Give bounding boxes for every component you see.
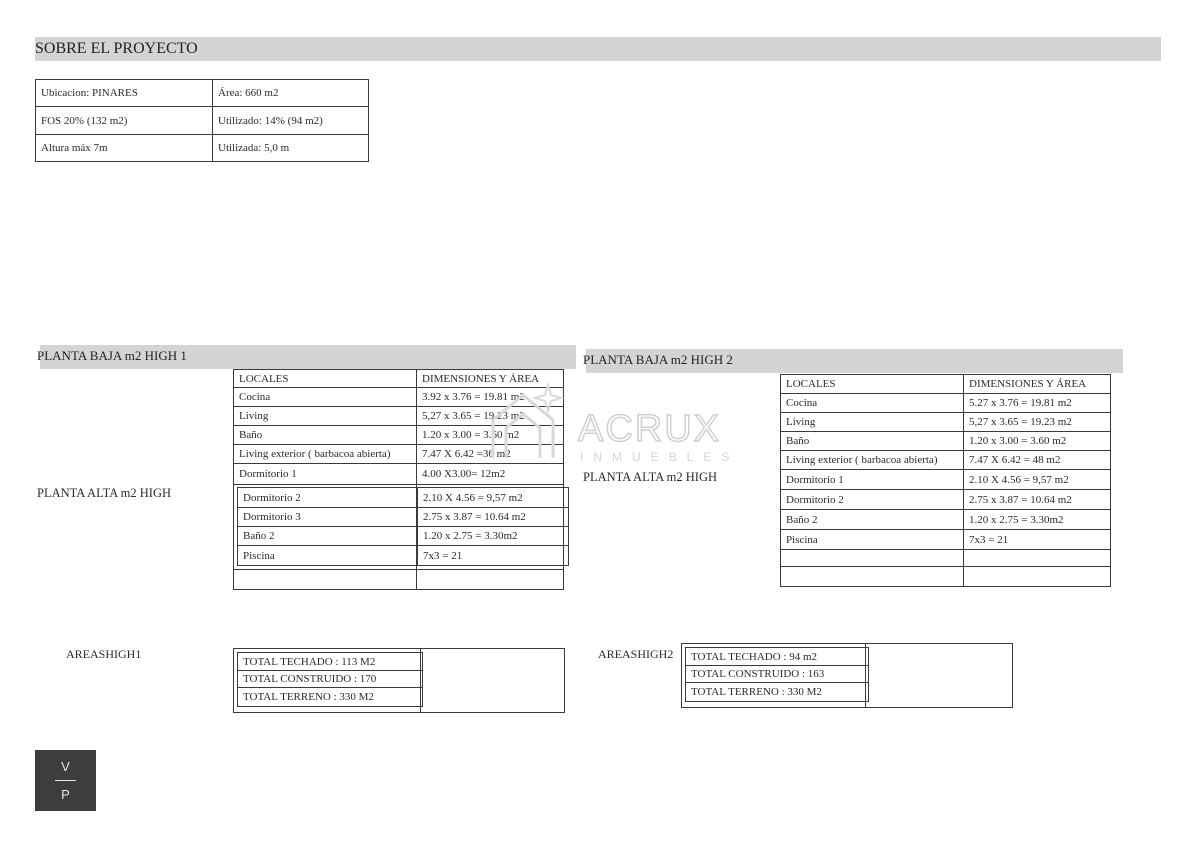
table-row <box>238 546 569 566</box>
room-dimensions: 7.47 X 6.42 = 48 m2 <box>964 451 1111 470</box>
table-cell: Área: 660 m2 <box>213 80 369 107</box>
table-cell: Altura máx 7m <box>36 135 213 162</box>
table-row <box>781 432 1111 451</box>
table-cell <box>781 550 964 567</box>
areas-label-high2: AREASHIGH2 <box>598 647 674 661</box>
room-name: Dormitorio 3 <box>238 508 418 527</box>
header-bar <box>35 37 1161 61</box>
room-name: Baño <box>234 426 417 445</box>
room-dimensions: 1.20 x 2.75 = 3.30m2 <box>964 510 1111 530</box>
total-terreno: TOTAL TERRENO : 330 M2 <box>238 688 423 707</box>
column-header: DIMENSIONES Y ÁREA <box>964 375 1111 394</box>
table-row <box>238 671 423 688</box>
total-techado: TOTAL TECHADO : 113 M2 <box>238 653 423 671</box>
room-dimensions: 3.92 x 3.76 = 19.81 m2 <box>417 388 564 407</box>
room-dimensions: 7.47 X 6.42 =36 m2 <box>417 445 564 464</box>
table-cell <box>964 550 1111 567</box>
table-row <box>238 653 423 671</box>
table-header-row <box>234 370 564 388</box>
table-row <box>781 470 1111 490</box>
table-row-empty <box>781 550 1111 567</box>
room-dimensions: 7x3 = 21 <box>964 530 1111 550</box>
room-dimensions: 1.20 x 3.00 = 3.60 m2 <box>964 432 1111 451</box>
totals-table-high1 <box>237 652 423 707</box>
table-row-empty <box>781 567 1111 587</box>
section-title-high2: PLANTA BAJA m2 HIGH 2 <box>583 352 733 367</box>
column-header: LOCALES <box>234 370 417 388</box>
table-row <box>781 451 1111 470</box>
table-row <box>781 413 1111 432</box>
room-name: Dormitorio 2 <box>238 488 418 508</box>
table-row <box>36 80 369 107</box>
totals-table-high2 <box>685 647 869 702</box>
room-name: Dormitorio 1 <box>781 470 964 490</box>
room-dimensions: 2.75 x 3.87 = 10.64 m2 <box>418 508 569 527</box>
room-dimensions: 4.00 X3.00= 12m2 <box>417 464 564 485</box>
room-name: Baño 2 <box>781 510 964 530</box>
room-name: Cocina <box>234 388 417 407</box>
table-row <box>238 488 569 508</box>
room-dimensions: 2.10 X 4.56 = 9,57 m2 <box>964 470 1111 490</box>
total-construido: TOTAL CONSTRUIDO : 163 <box>686 666 869 683</box>
room-name: Living <box>781 413 964 432</box>
table-cell <box>964 567 1111 587</box>
table-row <box>686 683 869 702</box>
badge-bottom-letter: P <box>61 787 70 802</box>
table-cell: Utilizado: 14% (94 m2) <box>213 107 369 135</box>
rooms-table-alta-high1 <box>237 487 569 566</box>
project-table <box>35 79 369 162</box>
table-cell: Utilizada: 5,0 m <box>213 135 369 162</box>
table-cell <box>781 567 964 587</box>
table-row <box>238 688 423 707</box>
badge-divider <box>55 780 76 781</box>
room-name: Piscina <box>238 546 418 566</box>
table-row <box>238 508 569 527</box>
section-title-high1: PLANTA BAJA m2 HIGH 1 <box>37 348 187 363</box>
table-row <box>234 388 564 407</box>
table-row <box>234 426 564 445</box>
total-construido: TOTAL CONSTRUIDO : 170 <box>238 671 423 688</box>
total-terreno: TOTAL TERRENO : 330 M2 <box>686 683 869 702</box>
planta-alta-label-high1: PLANTA ALTA m2 HIGH <box>37 486 172 500</box>
areas-label-high1: AREASHIGH1 <box>66 647 142 661</box>
room-dimensions: 2.75 x 3.87 = 10.64 m2 <box>964 490 1111 510</box>
room-dimensions: 5.27 x 3.76 = 19.81 m2 <box>964 394 1111 413</box>
table-row <box>686 648 869 666</box>
column-header: LOCALES <box>781 375 964 394</box>
room-dimensions: 5,27 x 3.65 = 19.23 m2 <box>417 407 564 426</box>
watermark-brand: ACRUX <box>578 408 722 450</box>
vp-badge <box>35 750 96 811</box>
room-name: Piscina <box>781 530 964 550</box>
table-row <box>234 464 564 485</box>
room-dimensions: 5,27 x 3.65 = 19.23 m2 <box>964 413 1111 432</box>
room-name: Baño <box>781 432 964 451</box>
room-name: Baño 2 <box>238 527 418 546</box>
badge-top-letter: V <box>61 759 70 774</box>
room-dimensions: 1.20 x 2.75 = 3.30m2 <box>418 527 569 546</box>
table-cell: FOS 20% (132 m2) <box>36 107 213 135</box>
table-cell: Ubicacion: PINARES <box>36 80 213 107</box>
table-row <box>234 445 564 464</box>
table-row <box>781 490 1111 510</box>
room-name: Living <box>234 407 417 426</box>
table-row <box>36 107 369 135</box>
planta-alta-label-high2: PLANTA ALTA m2 HIGH <box>583 470 718 484</box>
room-name: Living exterior ( barbacoa abierta) <box>781 451 964 470</box>
room-name: Dormitorio 2 <box>781 490 964 510</box>
table-row <box>781 510 1111 530</box>
table-row <box>234 407 564 426</box>
room-name: Cocina <box>781 394 964 413</box>
table-header-row <box>781 375 1111 394</box>
table-row <box>781 394 1111 413</box>
table-row <box>238 527 569 546</box>
page-title: SOBRE EL PROYECTO <box>35 40 198 57</box>
column-header: DIMENSIONES Y ÁREA <box>417 370 564 388</box>
room-dimensions: 2.10 X 4.56 = 9,57 m2 <box>418 488 569 508</box>
room-name: Living exterior ( barbacoa abierta) <box>234 445 417 464</box>
total-techado: TOTAL TECHADO : 94 m2 <box>686 648 869 666</box>
room-dimensions: 1.20 x 3.00 = 3.60 m2 <box>417 426 564 445</box>
table-row <box>686 666 869 683</box>
table-cell <box>417 570 564 590</box>
rooms-table-high2 <box>780 374 1111 587</box>
table-row-empty <box>234 570 564 590</box>
table-row <box>781 530 1111 550</box>
table-cell <box>234 570 417 590</box>
table-row <box>36 135 369 162</box>
watermark-sub: INMUEBLES <box>580 450 740 464</box>
room-name: Dormitorio 1 <box>234 464 417 485</box>
room-dimensions: 7x3 = 21 <box>418 546 569 566</box>
